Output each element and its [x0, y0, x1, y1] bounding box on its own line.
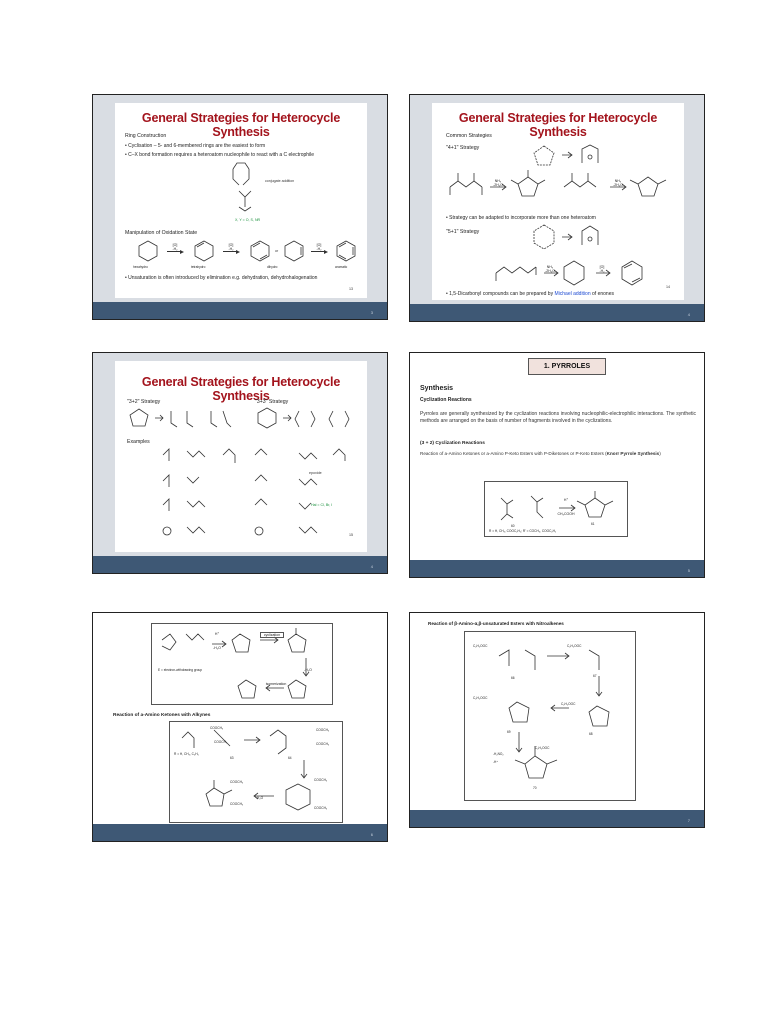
heteroatom-label: X, Y = O, S, NR: [235, 218, 261, 222]
ester-label: COOCH₃: [316, 742, 330, 746]
compound-67: 67: [593, 674, 597, 678]
r-definition: R = H, CH₃, C₆H₅: [174, 752, 199, 756]
knorr-reactants: [491, 488, 621, 528]
water-loss-label: -H₂O: [256, 796, 264, 800]
section-header: 1. PYRROLES: [528, 358, 606, 375]
slide-2-content: [432, 103, 684, 300]
compound-66: 66: [511, 676, 515, 680]
cyclisation-diagram: [227, 161, 267, 216]
intro-paragraph: Pyrroles are generally synthesized by the cyclization reactions involving nucleophilic-electrophilic interactions. The synthetic methods are arranged on the basis of number of fragments involved in the cyclizations.: [420, 411, 696, 424]
isomerization-label: isomerization: [265, 682, 287, 686]
slide-number: 15: [349, 533, 353, 537]
reaction-arrow: [167, 251, 181, 252]
ester-label: COOCH₃: [230, 780, 244, 784]
examples-label: Examples: [127, 439, 150, 445]
minus-h2-label: -H₂: [599, 269, 605, 273]
acid-reagent: [553, 498, 579, 502]
nh3-reagent: [610, 179, 626, 187]
page-number: 4: [687, 312, 690, 317]
aromatic-ring: [335, 240, 357, 262]
ox-label: [O]: [599, 265, 605, 269]
synthesis-heading: Synthesis: [420, 385, 454, 392]
page-number: 4: [370, 564, 373, 569]
nh3-label: NH₃: [614, 179, 622, 183]
bullet: • Cyclisation – 5- and 6-membered rings are the easiest to form: [125, 143, 266, 149]
nh3-reagent: [542, 265, 558, 273]
strategy-32-diagram: [127, 407, 237, 431]
nh3-label: NH₃: [494, 179, 502, 183]
ester-label: C₂H₅OOC: [473, 644, 488, 648]
stage-label: hexahydro: [133, 265, 148, 269]
dicarbonyl-to-pyridine: [492, 255, 672, 291]
strategy-33-diagram: [255, 407, 365, 433]
ester-label: COOCH₃: [230, 802, 244, 806]
minus-h2-label: -H₂: [172, 247, 178, 251]
ester-label: COOCH₃: [214, 740, 228, 744]
dihydro-ring-b: [283, 240, 305, 262]
ester-label: C₂H₅OOC: [561, 702, 576, 706]
elimination-label: -H₂NO₂: [493, 752, 504, 756]
r-definition: R = H, CH₃, COOC₂H₅; R' = COCH₃, COOC₂H₅: [489, 529, 557, 533]
desc-end: ): [659, 451, 661, 456]
conj-label: conjugate addition: [265, 179, 295, 183]
nh3-label: NH₃: [546, 265, 554, 269]
epoxide-label: epoxide: [309, 471, 322, 475]
slide-title: General Strategies for Heterocycle Synthesis: [458, 111, 658, 139]
strategy-label: "3+2" Strategy: [127, 399, 161, 405]
slide-2: [409, 94, 705, 322]
strategy-label: "4+1" Strategy: [446, 145, 480, 151]
slide-1-content: [115, 103, 367, 298]
alkyne-mechanism: [174, 726, 338, 818]
h-plus-label: H⁺: [563, 498, 569, 502]
ox-reagent: [594, 265, 610, 273]
ox-label: [O]: [316, 243, 322, 247]
page-number: 5: [687, 568, 690, 573]
ester-label: COOCH₃: [210, 726, 224, 730]
desc-text: Reaction of a-Amino Ketones or a-Amino P-Keto Esters with P-Diketones or P-Keto Esters (: [420, 451, 607, 456]
ester-label: COOCH₃: [314, 778, 328, 782]
ester-label: COOCH₃: [316, 728, 330, 732]
slide-heading: Reaction of β-Amino-α,β-unsaturated Esters with Nitroalkenes: [428, 621, 564, 626]
compound-63: 63: [230, 756, 234, 760]
page-number: 7: [687, 818, 690, 823]
strategy-label: "5+1" Strategy: [446, 229, 480, 235]
pyridine-retro: [532, 223, 622, 253]
minus-h2-label: -H₂: [316, 247, 322, 251]
nh3-reagent: [490, 179, 506, 187]
slide-footer: [410, 560, 704, 577]
ester-label: C₂H₅OOC: [535, 746, 550, 750]
mechanism-frame: [151, 623, 333, 705]
ewg-definition: E = electron-withdrawing group: [158, 668, 203, 672]
page-number: 3: [370, 310, 373, 315]
hexahydro-ring: [137, 240, 159, 262]
stage-label: tetrahydro: [191, 265, 206, 269]
knorr-scheme: [484, 481, 628, 537]
section-heading: Ring Construction: [125, 133, 167, 139]
ester-label: C₂H₅OOC: [567, 644, 582, 648]
slide-1: [92, 94, 388, 320]
bullet: [446, 291, 614, 297]
sub-heading: (3 + 2) Cyclization Reactions: [420, 441, 485, 446]
bullet: • C–X bond formation requires a heteroatom nucleophile to react with a C electrophile: [125, 152, 315, 158]
tetrahydro-ring: [193, 240, 215, 262]
cyclization-heading: Cyclization Reactions: [420, 397, 472, 403]
page-number: 6: [370, 832, 373, 837]
water-label: -2H₂O: [493, 183, 503, 187]
bullet: • Unsaturation is often introduced by elimination e.g. dehydration, dehydrohalogenation: [125, 275, 318, 281]
slide-title: General Strategies for Heterocycle Synthesis: [141, 111, 341, 139]
acid-reagent: [551, 512, 581, 516]
water-label: -2H₂O: [613, 183, 623, 187]
slide-footer: [93, 302, 387, 319]
compound-68: 68: [589, 732, 593, 736]
slide-number: 14: [666, 285, 670, 289]
halogen-label: Hal = Cl, Br, I: [311, 503, 333, 507]
slide-footer: [93, 556, 387, 573]
nitroalkene-mechanism: [469, 636, 631, 796]
compound-69: 69: [507, 730, 511, 734]
alkyne-scheme: [169, 721, 343, 823]
or-label: or: [275, 249, 279, 253]
slide-3: [92, 352, 388, 574]
slide-6: [409, 612, 705, 828]
knorr-label: Knorr Pyrrole Synthesis: [606, 451, 660, 456]
alkyne-heading: Reaction of a-Amino Ketones with Alkynes: [113, 713, 211, 718]
acetic-acid-label: CH₃COOH: [557, 512, 575, 516]
reaction-description: [420, 451, 696, 457]
ester-label: C₂H₅OOC: [473, 696, 488, 700]
compound-61: 61: [591, 522, 595, 526]
slide-footer: [93, 824, 387, 841]
cyclization-label: cyclization: [260, 632, 284, 638]
water-loss-label: -H₂O: [213, 646, 221, 650]
slide-5: [92, 612, 388, 842]
nitroalkene-scheme: [464, 631, 636, 801]
slide-number: 13: [349, 287, 353, 291]
compound-64: 64: [288, 756, 292, 760]
ester-label: COOCH₃: [314, 806, 328, 810]
minus-h2-label: -H₂: [228, 247, 234, 251]
strategy-label: "3+3" Strategy: [255, 399, 289, 405]
mechanism-scheme: [156, 628, 328, 700]
dihydro-ring-a: [249, 240, 271, 262]
bullet-text: • 1,5-Dicarbonyl compounds can be prepared by: [446, 291, 554, 297]
example-molecules: [159, 447, 359, 543]
compound-60: 60: [511, 524, 515, 528]
compound-70: 70: [533, 786, 537, 790]
stage-label: dihydro: [267, 265, 278, 269]
water-loss-label: -H₂O: [304, 668, 312, 672]
section-heading: Manipulation of Oxidation State: [125, 230, 198, 236]
ox-label: [O]: [228, 243, 234, 247]
pyrrole-retro: [532, 143, 622, 169]
stage-label: aromatic: [335, 265, 348, 269]
reaction-arrow: [223, 251, 237, 252]
slide-3-content: [115, 361, 367, 552]
acid-label: H⁺: [214, 632, 220, 636]
water-label: -2H₂O: [545, 269, 555, 273]
dicarbonyl-to-pyrrole: [446, 167, 676, 207]
reaction-arrow: [311, 251, 325, 252]
bullet: • Strategy can be adapted to incorporate more than one heteroatom: [446, 215, 596, 221]
slide-footer: [410, 810, 704, 827]
section-heading: Common Strategies: [446, 133, 492, 139]
slide-4: [409, 352, 705, 578]
elimination-label: -H⁺: [493, 760, 499, 764]
slide-footer: [410, 304, 704, 321]
slide-title: General Strategies for Heterocycle Synthesis: [141, 375, 341, 403]
michael-link[interactable]: Michael addition: [554, 291, 591, 297]
ox-label: [O]: [172, 243, 178, 247]
bullet-text: of enones: [592, 291, 614, 297]
